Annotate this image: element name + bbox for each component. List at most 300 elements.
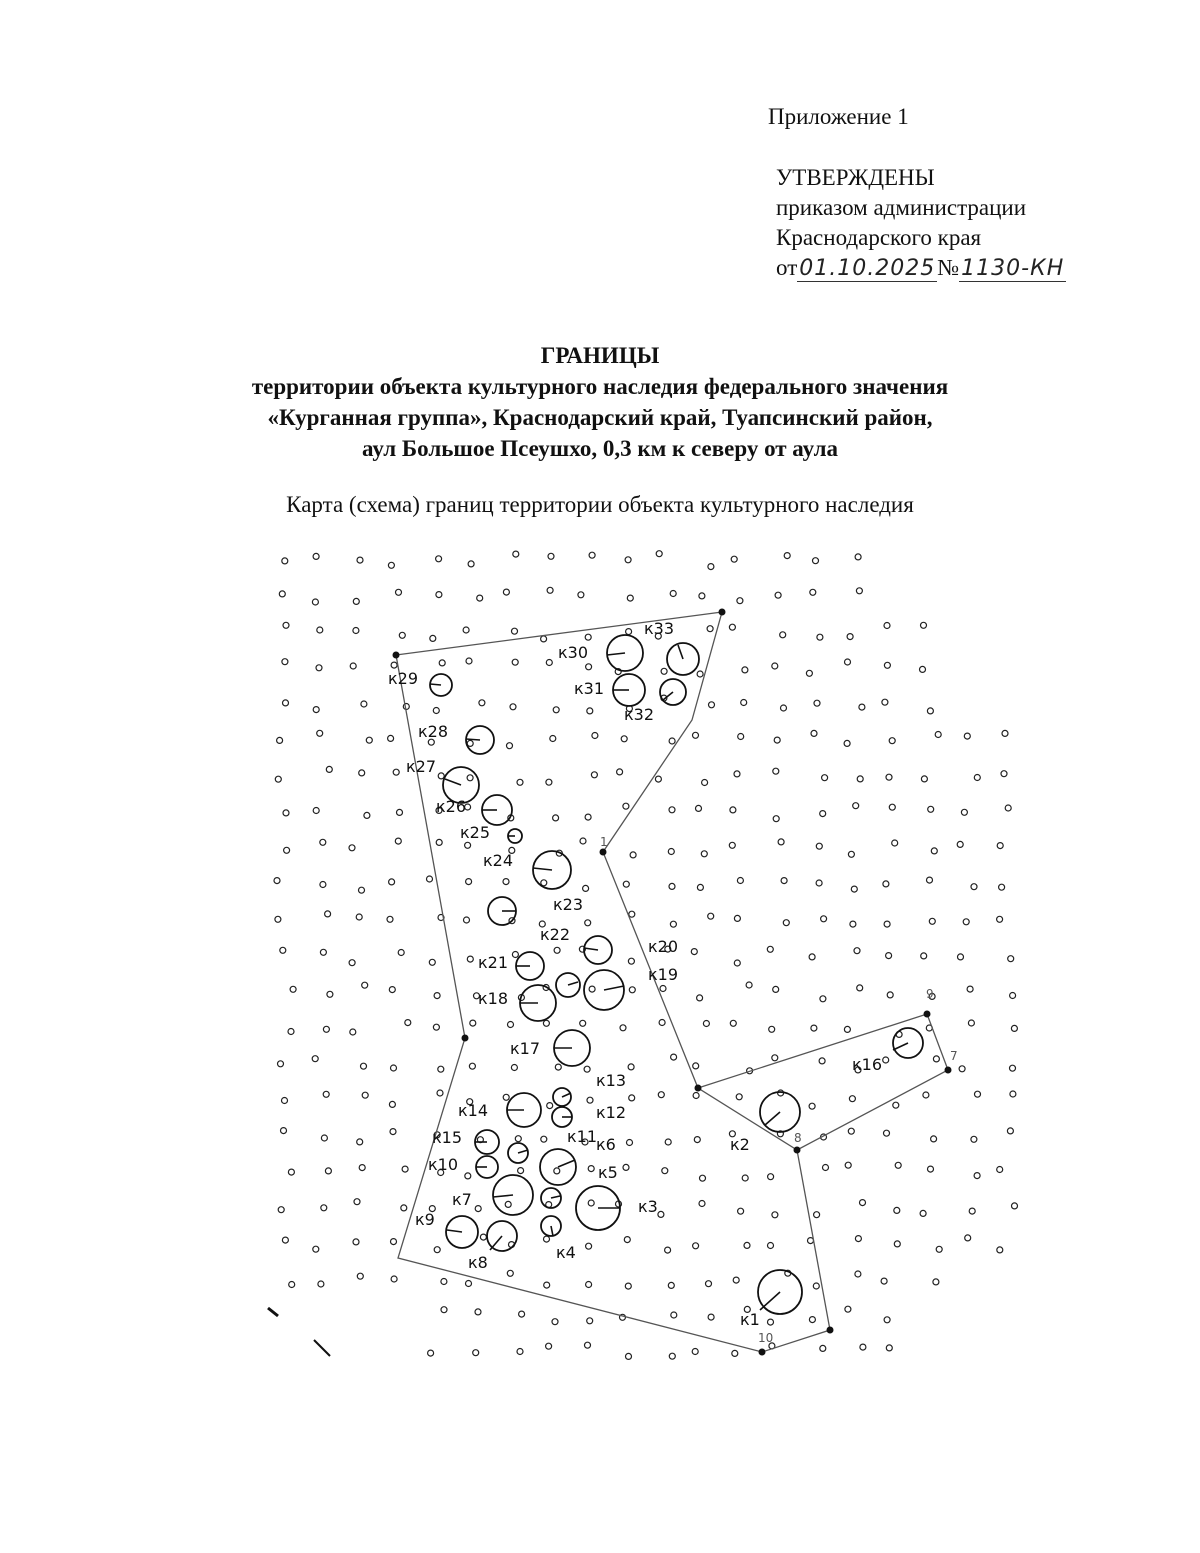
survey-point bbox=[510, 704, 516, 710]
handwritten-date: 01.10.2025 bbox=[799, 256, 936, 281]
survey-point bbox=[671, 1054, 677, 1060]
survey-point bbox=[809, 1103, 815, 1109]
leader-line bbox=[607, 653, 625, 655]
survey-point bbox=[746, 982, 752, 988]
survey-point bbox=[326, 766, 332, 772]
survey-point bbox=[434, 993, 440, 999]
leader-line bbox=[447, 1230, 462, 1232]
survey-point bbox=[391, 1239, 397, 1245]
mound-label: к9 bbox=[415, 1210, 435, 1229]
survey-point bbox=[969, 1208, 975, 1214]
survey-point bbox=[886, 953, 892, 959]
mound-label: к14 bbox=[458, 1101, 489, 1120]
survey-point bbox=[503, 879, 509, 885]
survey-point bbox=[439, 660, 445, 666]
mound-label: к29 bbox=[388, 669, 419, 688]
leader-line bbox=[562, 1093, 571, 1097]
survey-point bbox=[547, 1103, 553, 1109]
survey-point bbox=[584, 1066, 590, 1072]
survey-point bbox=[353, 598, 359, 604]
leader-line bbox=[893, 1043, 908, 1050]
survey-point bbox=[811, 730, 817, 736]
survey-point bbox=[699, 1201, 705, 1207]
survey-point bbox=[709, 702, 715, 708]
survey-point bbox=[781, 705, 787, 711]
leader-line bbox=[663, 692, 673, 700]
survey-point bbox=[282, 558, 288, 564]
survey-point bbox=[316, 665, 322, 671]
survey-point bbox=[629, 987, 635, 993]
survey-point bbox=[700, 1175, 706, 1181]
leader-line bbox=[584, 948, 598, 950]
survey-point bbox=[518, 1168, 524, 1174]
survey-point bbox=[957, 841, 963, 847]
survey-point bbox=[625, 557, 631, 563]
survey-point bbox=[320, 839, 326, 845]
survey-point bbox=[552, 1319, 558, 1325]
survey-point bbox=[544, 1236, 550, 1242]
boundary-vertex bbox=[719, 609, 726, 616]
survey-point bbox=[284, 847, 290, 853]
survey-point bbox=[278, 1207, 284, 1213]
survey-point bbox=[585, 814, 591, 820]
survey-point bbox=[508, 1022, 514, 1028]
survey-point bbox=[883, 881, 889, 887]
survey-point bbox=[855, 1236, 861, 1242]
date-prefix: от bbox=[776, 255, 798, 280]
survey-point bbox=[628, 958, 634, 964]
mound-label: к15 bbox=[432, 1128, 463, 1147]
mound-label: к13 bbox=[596, 1071, 627, 1090]
survey-point bbox=[859, 704, 865, 710]
survey-point bbox=[894, 1207, 900, 1213]
survey-point bbox=[669, 1353, 675, 1359]
boundary-vertex bbox=[695, 1085, 702, 1092]
survey-point bbox=[505, 1201, 511, 1207]
survey-point bbox=[845, 1306, 851, 1312]
survey-point bbox=[883, 1057, 889, 1063]
mound-label: к12 bbox=[596, 1103, 627, 1122]
mound-label: к10 bbox=[428, 1155, 459, 1174]
mound-markers bbox=[388, 619, 923, 1329]
survey-point bbox=[658, 1092, 664, 1098]
survey-point bbox=[466, 658, 472, 664]
survey-point bbox=[620, 1025, 626, 1031]
survey-point bbox=[349, 960, 355, 966]
survey-point bbox=[290, 986, 296, 992]
survey-point bbox=[1008, 956, 1014, 962]
mound-label: к6 bbox=[596, 1135, 616, 1154]
survey-point bbox=[325, 911, 331, 917]
title-line-3: «Курганная группа», Краснодарский край, Туапсинский район, bbox=[267, 405, 933, 430]
leader-line bbox=[568, 982, 578, 985]
survey-point bbox=[971, 884, 977, 890]
survey-point bbox=[588, 1200, 594, 1206]
survey-point bbox=[282, 659, 288, 665]
survey-point bbox=[730, 1020, 736, 1026]
survey-point bbox=[354, 1199, 360, 1205]
survey-point bbox=[965, 1235, 971, 1241]
survey-point bbox=[773, 816, 779, 822]
survey-point bbox=[857, 985, 863, 991]
survey-point bbox=[703, 1021, 709, 1027]
survey-point bbox=[699, 593, 705, 599]
mound-label: к23 bbox=[553, 895, 584, 914]
survey-point bbox=[390, 1129, 396, 1135]
mound-label: к3 bbox=[638, 1197, 658, 1216]
boundary-point-label: 9 bbox=[926, 987, 934, 1001]
survey-point bbox=[396, 589, 402, 595]
survey-point bbox=[617, 769, 623, 775]
survey-point bbox=[813, 558, 819, 564]
survey-point bbox=[477, 595, 483, 601]
survey-point bbox=[362, 982, 368, 988]
survey-point bbox=[282, 1237, 288, 1243]
survey-point bbox=[697, 671, 703, 677]
survey-point bbox=[393, 769, 399, 775]
survey-point bbox=[503, 1094, 509, 1100]
survey-point bbox=[357, 1273, 363, 1279]
survey-point bbox=[512, 628, 518, 634]
survey-point bbox=[658, 1211, 664, 1217]
survey-point bbox=[623, 803, 629, 809]
survey-point bbox=[405, 1020, 411, 1026]
boundary-vertex bbox=[759, 1349, 766, 1356]
survey-point bbox=[275, 776, 281, 782]
survey-point bbox=[892, 840, 898, 846]
survey-point bbox=[436, 839, 442, 845]
survey-point bbox=[312, 1056, 318, 1062]
boundary-vertex bbox=[393, 652, 400, 659]
survey-point bbox=[814, 700, 820, 706]
survey-point bbox=[580, 838, 586, 844]
survey-point bbox=[732, 1350, 738, 1356]
survey-point bbox=[662, 1168, 668, 1174]
survey-point bbox=[473, 1350, 479, 1356]
survey-point bbox=[734, 771, 740, 777]
survey-point bbox=[469, 1063, 475, 1069]
map-caption: Карта (схема) границ территории объекта культурного наследия bbox=[286, 492, 914, 517]
survey-point bbox=[734, 915, 740, 921]
mound-label: к27 bbox=[406, 757, 437, 776]
survey-point bbox=[708, 913, 714, 919]
survey-point bbox=[706, 1281, 712, 1287]
survey-point bbox=[629, 1095, 635, 1101]
survey-point bbox=[855, 1271, 861, 1277]
survey-point bbox=[997, 843, 1003, 849]
mound-label: к11 bbox=[567, 1127, 598, 1146]
survey-point bbox=[691, 949, 697, 955]
survey-point bbox=[692, 1349, 698, 1355]
survey-point bbox=[275, 916, 281, 922]
survey-point bbox=[697, 995, 703, 1001]
survey-point bbox=[587, 1318, 593, 1324]
annex-label: Приложение 1 bbox=[768, 104, 909, 129]
survey-point bbox=[547, 587, 553, 593]
survey-point bbox=[546, 779, 552, 785]
survey-point bbox=[669, 738, 675, 744]
survey-point bbox=[278, 1061, 284, 1067]
survey-point bbox=[975, 1091, 981, 1097]
survey-point bbox=[1010, 993, 1016, 999]
survey-point bbox=[475, 1206, 481, 1212]
mound-label: к26 bbox=[436, 797, 467, 816]
survey-point bbox=[819, 1058, 825, 1064]
survey-point bbox=[693, 1063, 699, 1069]
boundary-vertex bbox=[794, 1147, 801, 1154]
survey-point bbox=[936, 1246, 942, 1252]
survey-point bbox=[1005, 805, 1011, 811]
leader-line bbox=[445, 779, 461, 785]
survey-point bbox=[730, 807, 736, 813]
survey-point bbox=[554, 1168, 560, 1174]
survey-point bbox=[974, 775, 980, 781]
leader-line bbox=[493, 1195, 513, 1197]
mound-label: к19 bbox=[648, 965, 679, 984]
survey-point bbox=[772, 663, 778, 669]
title-line-1: ГРАНИЦЫ bbox=[540, 343, 660, 368]
survey-point bbox=[627, 1140, 633, 1146]
order-line-2: Краснодарского края bbox=[776, 225, 982, 250]
survey-point bbox=[702, 780, 708, 786]
survey-point bbox=[886, 774, 892, 780]
mound-label: к25 bbox=[460, 823, 491, 842]
survey-point bbox=[317, 627, 323, 633]
survey-point bbox=[810, 589, 816, 595]
survey-point bbox=[768, 1243, 774, 1249]
survey-point bbox=[889, 804, 895, 810]
survey-point bbox=[357, 557, 363, 563]
survey-point bbox=[768, 1174, 774, 1180]
mound-label: к33 bbox=[644, 619, 675, 638]
survey-point bbox=[353, 1239, 359, 1245]
survey-point bbox=[738, 734, 744, 740]
survey-point bbox=[855, 554, 861, 560]
survey-point bbox=[881, 1278, 887, 1284]
survey-point bbox=[963, 919, 969, 925]
survey-point bbox=[465, 1173, 471, 1179]
survey-point bbox=[928, 1166, 934, 1172]
survey-point bbox=[1012, 1203, 1018, 1209]
mound-label: к16 bbox=[852, 1055, 883, 1074]
survey-point bbox=[921, 622, 927, 628]
survey-point bbox=[313, 707, 319, 713]
mound-label: к21 bbox=[478, 953, 509, 972]
survey-point bbox=[512, 659, 518, 665]
survey-point bbox=[929, 918, 935, 924]
mound-label: к32 bbox=[624, 705, 655, 724]
survey-point bbox=[920, 1210, 926, 1216]
survey-point bbox=[361, 701, 367, 707]
mound-label: к20 bbox=[648, 937, 679, 956]
survey-point bbox=[738, 1208, 744, 1214]
survey-point bbox=[553, 815, 559, 821]
survey-point bbox=[323, 1091, 329, 1097]
survey-point bbox=[894, 1241, 900, 1247]
survey-point bbox=[806, 670, 812, 676]
survey-point bbox=[848, 851, 854, 857]
survey-point bbox=[928, 806, 934, 812]
survey-point bbox=[742, 1175, 748, 1181]
survey-point bbox=[694, 1137, 700, 1143]
survey-point bbox=[734, 960, 740, 966]
mound-label: к2 bbox=[730, 1135, 750, 1154]
survey-point bbox=[701, 851, 707, 857]
survey-point bbox=[849, 1096, 855, 1102]
boundary-vertex bbox=[924, 1011, 931, 1018]
survey-point bbox=[627, 595, 633, 601]
survey-point bbox=[470, 1020, 476, 1026]
survey-point bbox=[585, 920, 591, 926]
survey-point bbox=[517, 1349, 523, 1355]
survey-point bbox=[853, 803, 859, 809]
survey-point bbox=[583, 885, 589, 891]
survey-point bbox=[356, 914, 362, 920]
number-prefix: № bbox=[937, 255, 960, 280]
survey-point bbox=[541, 1136, 547, 1142]
survey-point bbox=[778, 839, 784, 845]
leader-line bbox=[551, 1196, 560, 1198]
survey-point bbox=[313, 808, 319, 814]
survey-point bbox=[313, 1246, 319, 1252]
title-line-2: территории объекта культурного наследия федерального значения bbox=[251, 374, 949, 399]
survey-point bbox=[387, 916, 393, 922]
survey-point bbox=[927, 877, 933, 883]
survey-point bbox=[772, 1055, 778, 1061]
survey-point bbox=[517, 779, 523, 785]
approved-heading: УТВЕРЖДЕНЫ bbox=[776, 165, 935, 190]
survey-point bbox=[320, 949, 326, 955]
survey-point bbox=[353, 628, 359, 634]
survey-point bbox=[436, 556, 442, 562]
survey-point bbox=[693, 732, 699, 738]
survey-point bbox=[628, 1064, 634, 1070]
survey-point bbox=[659, 1020, 665, 1026]
survey-point bbox=[391, 1276, 397, 1282]
survey-point bbox=[848, 1128, 854, 1134]
survey-point bbox=[507, 1270, 513, 1276]
survey-point bbox=[860, 1344, 866, 1350]
survey-point bbox=[327, 991, 333, 997]
survey-point bbox=[961, 809, 967, 815]
survey-point bbox=[283, 700, 289, 706]
survey-point bbox=[781, 878, 787, 884]
survey-point bbox=[671, 1312, 677, 1318]
survey-point bbox=[630, 852, 636, 858]
mound-label: к5 bbox=[598, 1163, 618, 1182]
survey-point bbox=[503, 589, 509, 595]
survey-point bbox=[318, 1281, 324, 1287]
survey-point bbox=[811, 1025, 817, 1031]
survey-point bbox=[437, 1090, 443, 1096]
survey-point bbox=[668, 849, 674, 855]
survey-point bbox=[731, 556, 737, 562]
survey-point bbox=[466, 1281, 472, 1287]
survey-point bbox=[921, 953, 927, 959]
survey-point bbox=[696, 805, 702, 811]
survey-point bbox=[325, 1168, 331, 1174]
survey-point bbox=[467, 956, 473, 962]
survey-point bbox=[312, 599, 318, 605]
survey-point bbox=[280, 947, 286, 953]
survey-point bbox=[591, 772, 597, 778]
survey-point bbox=[886, 1345, 892, 1351]
survey-point bbox=[856, 588, 862, 594]
survey-point bbox=[895, 1162, 901, 1168]
survey-point bbox=[997, 916, 1003, 922]
survey-point bbox=[845, 1162, 851, 1168]
survey-point bbox=[968, 1020, 974, 1026]
survey-point bbox=[920, 666, 926, 672]
survey-point bbox=[889, 738, 895, 744]
survey-point bbox=[555, 1064, 561, 1070]
survey-point bbox=[398, 950, 404, 956]
survey-point bbox=[320, 882, 326, 888]
survey-point bbox=[438, 1066, 444, 1072]
survey-point bbox=[585, 1342, 591, 1348]
survey-point bbox=[773, 986, 779, 992]
survey-point bbox=[361, 1063, 367, 1069]
survey-point bbox=[546, 660, 552, 666]
mound-label: к28 bbox=[418, 722, 449, 741]
survey-point bbox=[844, 1026, 850, 1032]
survey-point bbox=[578, 592, 584, 598]
survey-point bbox=[349, 845, 355, 851]
survey-point bbox=[850, 921, 856, 927]
survey-point bbox=[814, 1212, 820, 1218]
survey-point bbox=[809, 954, 815, 960]
survey-point bbox=[541, 636, 547, 642]
survey-point bbox=[512, 952, 518, 958]
boundary-point-label: 7 bbox=[950, 1049, 958, 1063]
survey-point bbox=[668, 1282, 674, 1288]
survey-point bbox=[389, 987, 395, 993]
mound-label: к7 bbox=[452, 1190, 472, 1209]
boundary-vertex bbox=[600, 849, 607, 856]
survey-point bbox=[693, 1093, 699, 1099]
survey-point bbox=[693, 1243, 699, 1249]
boundary-vertex bbox=[827, 1327, 834, 1334]
survey-point bbox=[733, 1277, 739, 1283]
survey-point bbox=[467, 775, 473, 781]
survey-point bbox=[279, 591, 285, 597]
boundary-line bbox=[698, 1014, 948, 1150]
survey-point bbox=[737, 598, 743, 604]
survey-point bbox=[670, 591, 676, 597]
survey-point bbox=[884, 623, 890, 629]
survey-point bbox=[428, 1350, 434, 1356]
survey-point bbox=[857, 776, 863, 782]
survey-point bbox=[854, 948, 860, 954]
survey-point bbox=[468, 561, 474, 567]
survey-point bbox=[289, 1282, 295, 1288]
survey-point bbox=[480, 1234, 486, 1240]
survey-point bbox=[475, 1309, 481, 1315]
survey-point bbox=[997, 1167, 1003, 1173]
survey-point bbox=[784, 553, 790, 559]
survey-point bbox=[626, 629, 632, 635]
survey-point bbox=[543, 1020, 549, 1026]
survey-point bbox=[282, 1098, 288, 1104]
survey-point bbox=[621, 736, 627, 742]
survey-point-grid bbox=[274, 551, 1018, 1360]
mound-label: к17 bbox=[510, 1039, 541, 1058]
survey-point bbox=[550, 736, 556, 742]
survey-point bbox=[656, 551, 662, 557]
survey-point bbox=[844, 740, 850, 746]
leader-line bbox=[604, 986, 624, 990]
survey-point bbox=[463, 627, 469, 633]
